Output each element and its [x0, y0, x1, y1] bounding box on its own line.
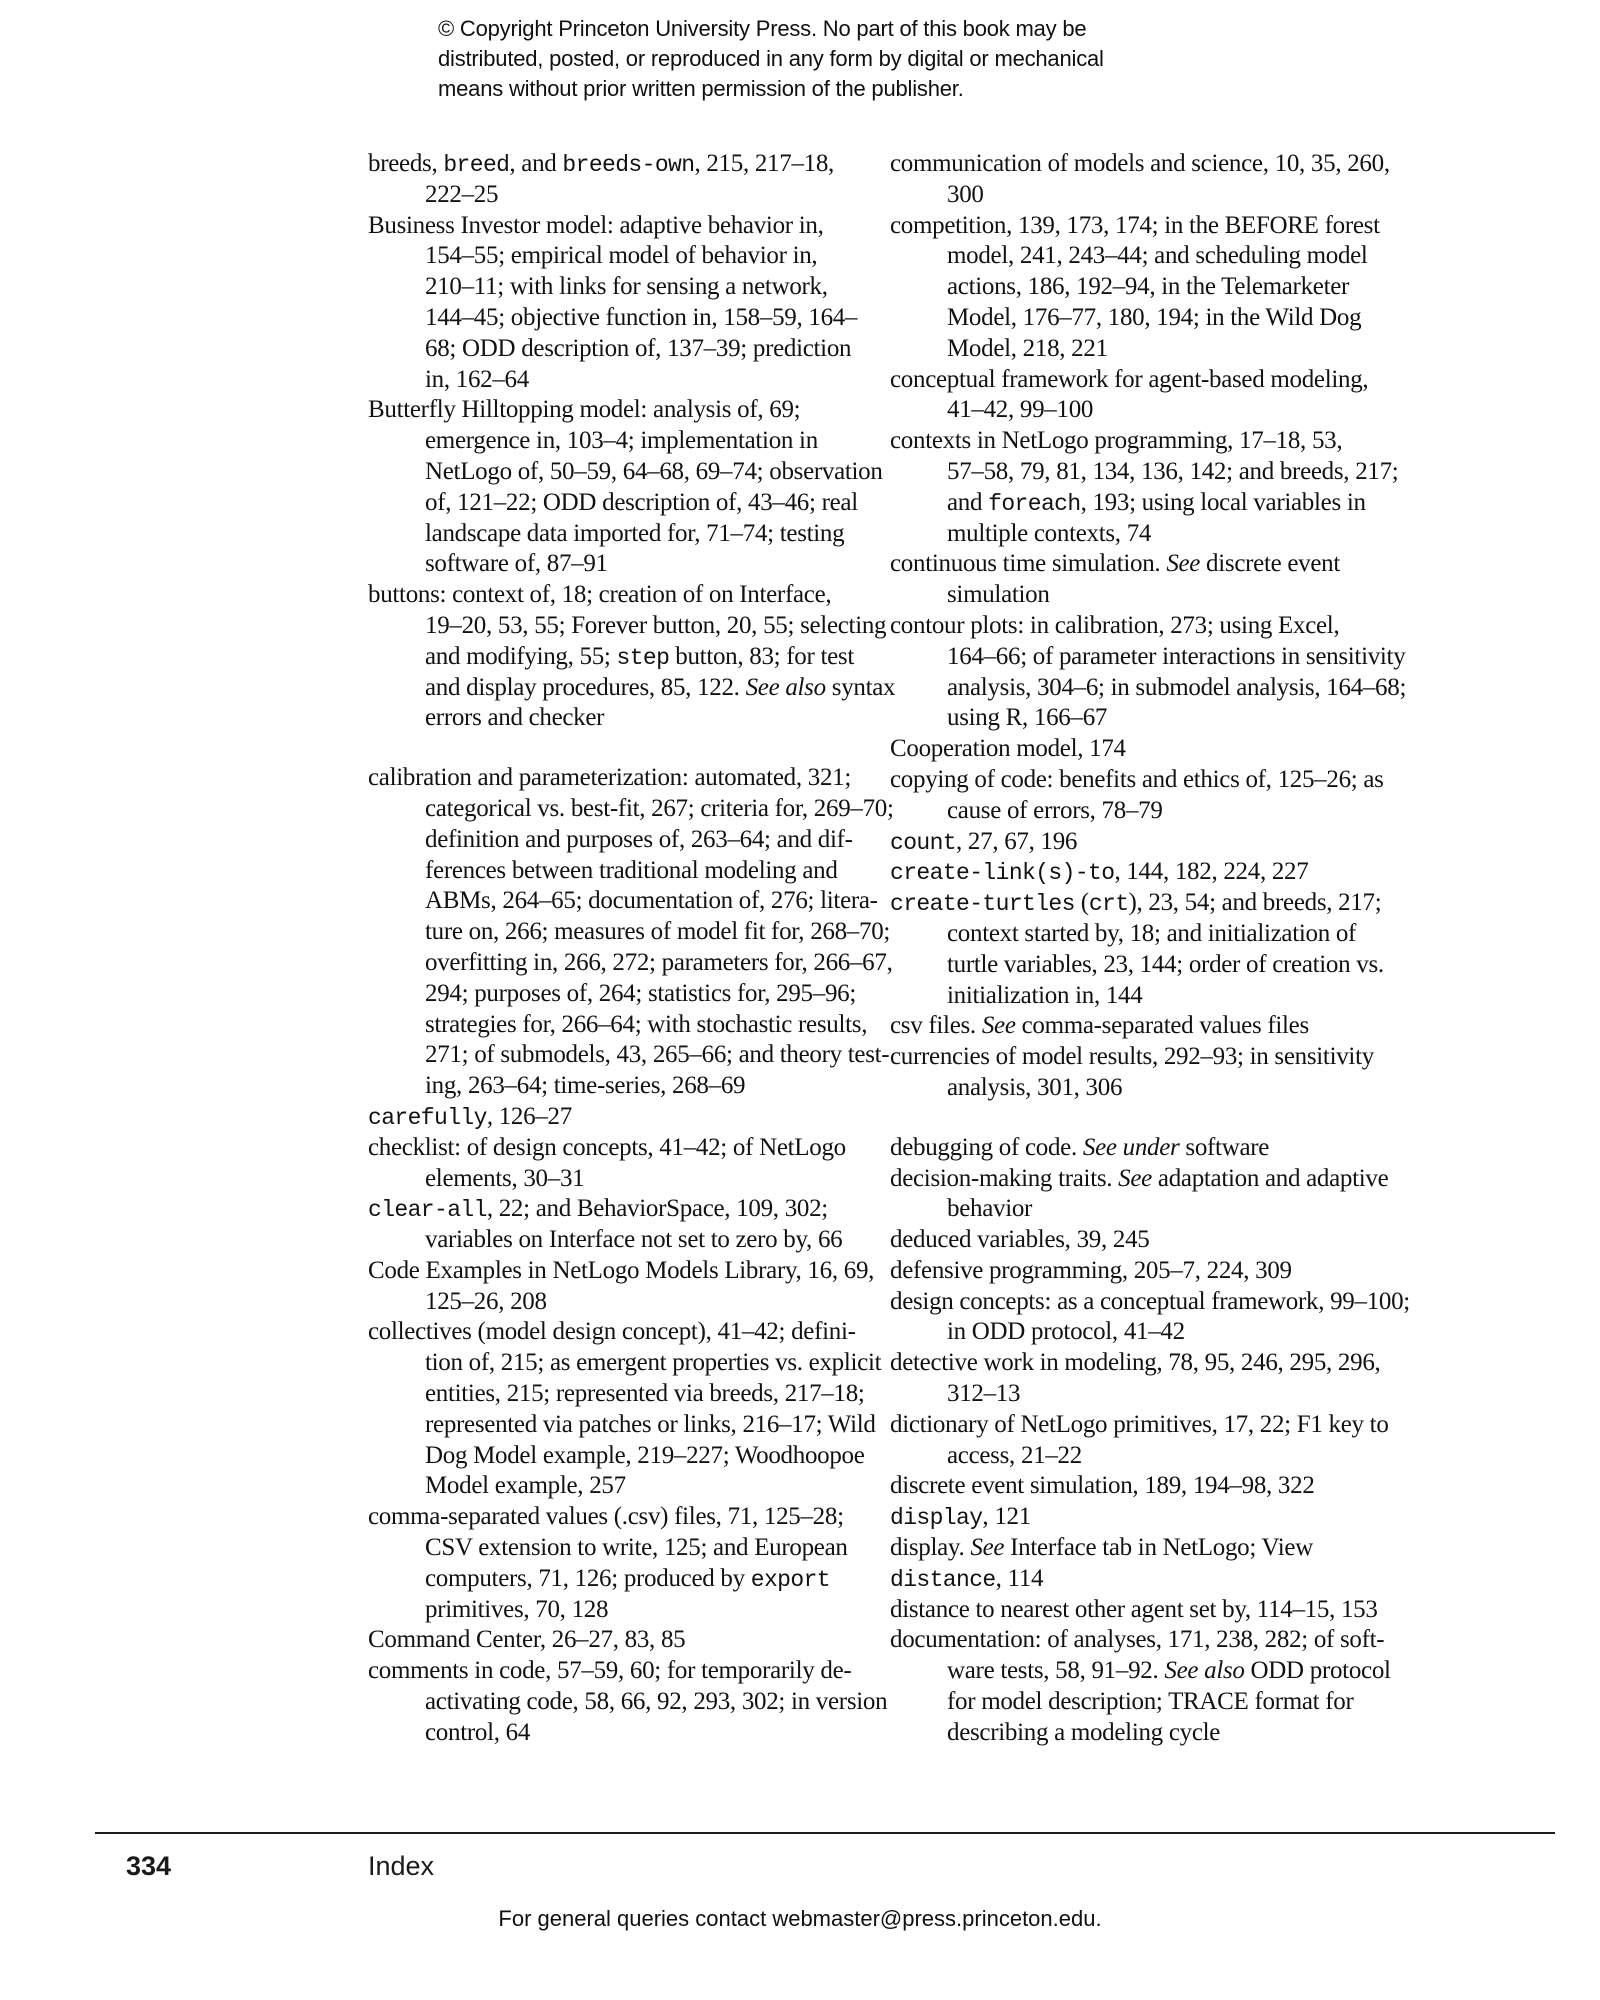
text-run: 222–25 [425, 180, 499, 208]
cross-reference: See [1118, 1164, 1152, 1192]
index-line-continuation [368, 673, 896, 704]
index-line-continuation [368, 886, 878, 917]
text-run: decision-making traits. [890, 1164, 1119, 1192]
index-entry-line [890, 549, 1370, 580]
text-run: ABMs, 264–65; documentation of, 276; litera- [425, 887, 878, 915]
index-line-continuation [368, 1718, 848, 1749]
index-line-continuation [890, 673, 1407, 704]
index-entry-line [368, 580, 848, 611]
copyright-line: distributed, posted, or reproduced in any form by digital or mechanical [438, 46, 1104, 71]
text-run: copying of code: benefits and ethics of, 125–26; as [890, 765, 1384, 793]
index-line-continuation [368, 1471, 848, 1502]
text-run: ture on, 266; measures of model fit for, 268–70; [425, 918, 891, 946]
contact-line: For general queries contact webmaster@press.princeton.edu. [498, 1906, 1102, 1931]
index-entry-line [890, 149, 1390, 180]
text-run: conceptual framework for agent-based modeling, [890, 365, 1369, 393]
index-line-continuation [890, 395, 1370, 426]
code-term: export [750, 1566, 830, 1593]
index-entry-line [890, 1595, 1378, 1626]
index-line-continuation [368, 1687, 888, 1718]
index-entry-line [890, 1502, 1370, 1533]
text-run: represented via patches or links, 216–17; Wild [425, 1410, 876, 1438]
index-entry-line [368, 1625, 848, 1656]
text-run: errors and checker [425, 704, 605, 732]
code-term: create-turtles [890, 891, 1075, 918]
text-run: Model, 218, 221 [947, 334, 1108, 362]
index-entry-line [368, 1656, 852, 1687]
index-line-continuation [368, 303, 858, 334]
section-gap [890, 1104, 1370, 1133]
text-run: of, 121–22; ODD description of, 43–46; real [425, 488, 858, 516]
index-line-continuation [890, 1656, 1391, 1687]
text-run: Business Investor model: adaptive behavior in, [368, 211, 824, 239]
index-line-continuation [368, 1010, 868, 1041]
code-term: clear-all [368, 1197, 487, 1224]
index-line-continuation [368, 180, 848, 211]
text-run: deduced variables, 39, 245 [890, 1226, 1150, 1254]
index-line-continuation [890, 1194, 1370, 1225]
copyright-line: © Copyright Princeton University Press. No part of this book may be [438, 16, 1087, 41]
index-line-continuation [890, 1379, 1370, 1410]
index-line-continuation [368, 1164, 848, 1195]
text-run: ODD protocol [1244, 1657, 1391, 1685]
text-run: contexts in NetLogo programming, 17–18, 53, [890, 427, 1343, 455]
text-run: , 126–27 [486, 1102, 572, 1130]
code-term: carefully [368, 1104, 487, 1131]
index-entry-line [890, 611, 1370, 642]
index-line-continuation [368, 642, 854, 673]
text-run: Model example, 257 [425, 1472, 626, 1500]
text-run: using R, 166–67 [947, 704, 1108, 732]
index-line-continuation [368, 856, 848, 887]
text-run: , 144, 182, 224, 227 [1114, 858, 1309, 886]
index-line-continuation [890, 981, 1370, 1012]
index-line-continuation [368, 426, 848, 457]
index-line-continuation [890, 950, 1384, 981]
index-line-continuation [368, 488, 858, 519]
text-run: in ODD protocol, 41–42 [947, 1318, 1185, 1346]
text-run: analysis, 301, 306 [947, 1073, 1123, 1101]
index-line-continuation [368, 794, 894, 825]
text-run: model, 241, 243–44; and scheduling model [947, 242, 1368, 270]
index-entry-line [890, 1471, 1370, 1502]
text-run: comments in code, 57–59, 60; for temporarily de- [368, 1657, 852, 1685]
index-entry-line [368, 1317, 856, 1348]
text-run: elements, 30–31 [425, 1164, 585, 1192]
text-run: 144–45; objective function in, 158–59, 164– [425, 303, 858, 331]
text-run: 271; of submodels, 43, 265–66; and theory test- [425, 1041, 890, 1069]
index-line-continuation [368, 1287, 848, 1318]
index-line-continuation [890, 457, 1399, 488]
text-run: calibration and parameterization: automated, 321; [368, 764, 852, 792]
index-line-continuation [890, 180, 1370, 211]
text-run: cause of errors, 78–79 [947, 796, 1163, 824]
text-run: variables on Interface not set to zero by, 66 [425, 1226, 843, 1254]
index-entry-line [890, 888, 1382, 919]
cross-reference: See [970, 1534, 1005, 1562]
index-line-continuation [368, 1225, 848, 1256]
index-entry-line [890, 734, 1370, 765]
text-run: control, 64 [425, 1718, 531, 1746]
text-run: landscape data imported for, 71–74; testing [425, 519, 845, 547]
text-run: adaptation and adaptive [1151, 1164, 1389, 1192]
index-line-continuation [368, 1441, 865, 1472]
text-run: 164–66; of parameter interactions in sensitivity [947, 642, 1406, 670]
text-run: ing, 263–64; time-series, 268–69 [425, 1072, 746, 1100]
index-line-continuation [890, 519, 1370, 550]
index-line-continuation [890, 796, 1370, 827]
text-run: Interface tab in NetLogo; View [1004, 1534, 1313, 1562]
text-run: context started by, 18; and initialization of [947, 919, 1357, 947]
text-run: initialization in, 144 [947, 981, 1143, 1009]
index-line-continuation [368, 365, 848, 396]
text-run: discrete event [1200, 550, 1340, 578]
index-line-continuation [368, 1533, 848, 1564]
text-run: software [1179, 1133, 1270, 1161]
index-line-continuation [368, 519, 848, 550]
text-run: distance to nearest other agent set by, 114–15, 153 [890, 1595, 1378, 1623]
text-run: continuous time simulation. [890, 550, 1167, 578]
text-run: Code Examples in NetLogo Models Library, 16, 69, [368, 1256, 875, 1284]
text-run: simulation [947, 581, 1050, 609]
code-term: breed [443, 152, 510, 178]
text-run: , 121 [982, 1503, 1031, 1531]
index-line-continuation [368, 1071, 848, 1102]
index-line-continuation [890, 272, 1370, 303]
text-run: documentation: of analyses, 171, 238, 282; of soft- [890, 1626, 1385, 1654]
index-line-continuation [890, 919, 1370, 950]
index-line-continuation [890, 488, 1370, 519]
text-run: strategies for, 266–64; with stochastic results, [425, 1010, 868, 1038]
text-run: ( [1074, 889, 1089, 917]
index-entry-line [890, 1533, 1370, 1564]
index-line-continuation [368, 272, 848, 303]
text-run: and display procedures, 85, 122. [425, 673, 746, 701]
text-run: entities, 215; represented via breeds, 217–18; [425, 1380, 865, 1408]
index-entry-line [890, 1133, 1370, 1164]
index-line-continuation [368, 334, 852, 365]
text-run: 154–55; empirical model of behavior in, [425, 242, 818, 270]
index-entry-line [890, 765, 1384, 796]
index-entry-line [890, 1256, 1370, 1287]
text-run: , 22; and BehaviorSpace, 109, 302; [486, 1195, 828, 1223]
index-entry-line [890, 365, 1370, 396]
index-entry-line [368, 1256, 875, 1287]
index-line-continuation [890, 1317, 1370, 1348]
text-run: , and [509, 150, 563, 177]
text-run: in, 162–64 [425, 365, 529, 393]
index-entry-line [890, 211, 1380, 242]
index-line-continuation [890, 303, 1370, 334]
copyright-notice [438, 14, 1104, 104]
index-line-continuation [368, 1595, 848, 1626]
text-run: , 215, 217–18, [694, 150, 835, 177]
text-run: , 193; using local variables in [1080, 488, 1366, 516]
text-run: primitives, 70, 128 [425, 1595, 609, 1623]
index-line-continuation [890, 241, 1370, 272]
text-run: 68; ODD description of, 137–39; prediction [425, 334, 852, 362]
code-term: distance [890, 1566, 996, 1593]
index-entry-line [890, 1348, 1381, 1379]
text-run: comma-separated values files [1015, 1012, 1309, 1040]
page-number: 334 [126, 1851, 172, 1881]
text-run: syntax [825, 673, 896, 701]
index-entry-line [890, 1164, 1389, 1195]
text-run: CSV extension to write, 125; and European [425, 1534, 848, 1562]
index-entry-line [368, 149, 848, 180]
text-run: debugging of code. [890, 1133, 1083, 1161]
index-line-continuation [368, 457, 883, 488]
text-run: access, 21–22 [947, 1441, 1082, 1469]
text-run: design concepts: as a conceptual framework, 99–100; [890, 1287, 1410, 1315]
index-line-continuation [890, 580, 1370, 611]
text-run: 312–13 [947, 1380, 1021, 1408]
text-run: 41–42, 99–100 [947, 396, 1094, 424]
index-entry-line [368, 1102, 848, 1133]
index-entry-line [368, 1502, 848, 1533]
footer-rule [95, 1832, 1555, 1834]
text-run: turtle variables, 23, 144; order of creation vs. [947, 950, 1384, 978]
text-run: Cooperation model, 174 [890, 735, 1126, 763]
index-line-continuation [368, 1040, 890, 1071]
text-run: buttons: context of, 18; creation of on Interface, [368, 581, 832, 609]
text-run: breeds, [368, 150, 444, 177]
text-run: competition, 139, 173, 174; in the BEFORE forest [890, 211, 1380, 239]
index-entry-line [368, 211, 848, 242]
index-entry-line [890, 426, 1370, 457]
text-run: multiple contexts, 74 [947, 519, 1152, 547]
copyright-line: means without prior written permission of the publisher. [438, 76, 964, 101]
index-entry-line [890, 1564, 1370, 1595]
cross-reference: See also [745, 673, 826, 701]
text-run: behavior [947, 1195, 1033, 1223]
text-run: tion of, 215; as emergent properties vs. explicit [425, 1349, 882, 1377]
code-term: count [890, 829, 957, 856]
index-line-continuation [368, 703, 848, 734]
text-run: , 114 [995, 1564, 1044, 1592]
index-entry-line [368, 395, 848, 426]
text-run: for model description; TRACE format for [947, 1688, 1354, 1716]
index-entry-line [890, 1625, 1385, 1656]
index-line-continuation [890, 1073, 1370, 1104]
text-run: Butterfly Hilltopping model: analysis of, 69; [368, 396, 801, 424]
index-entry-line [890, 827, 1370, 858]
index-line-continuation [890, 334, 1370, 365]
text-run: communication of models and science, 10, 35, 260, [890, 150, 1390, 177]
cross-reference: See [981, 1012, 1016, 1040]
text-run: csv files. [890, 1012, 982, 1040]
index-column-left [368, 149, 896, 1749]
text-run: ferences between traditional modeling and [425, 856, 838, 884]
text-run: 210–11; with links for sensing a network, [425, 273, 828, 301]
text-run: comma-separated values (.csv) files, 71, 125–28; [368, 1503, 844, 1531]
text-run: software of, 87–91 [425, 550, 608, 578]
code-term: create-link(s)-to [890, 860, 1115, 887]
text-run: and [947, 488, 989, 516]
text-run: discrete event simulation, 189, 194–98, 322 [890, 1472, 1315, 1500]
index-entry-line [368, 1194, 848, 1225]
text-run: and modifying, 55; [425, 642, 617, 670]
index-line-continuation [368, 979, 857, 1010]
text-run: Command Center, 26–27, 83, 85 [368, 1626, 686, 1654]
code-term: step [616, 644, 670, 671]
code-term: breeds-own [562, 152, 695, 178]
text-run: definition and purposes of, 263–64; and dif- [425, 825, 853, 853]
text-run: emergence in, 103–4; implementation in [425, 427, 818, 455]
cross-reference: See also [1164, 1657, 1245, 1685]
text-run: 57–58, 79, 81, 134, 136, 142; and breeds, 217; [947, 457, 1399, 485]
text-run: ), 23, 54; and breeds, 217; [1128, 889, 1382, 917]
text-run: contour plots: in calibration, 273; using Excel, [890, 611, 1340, 639]
index-entry-line [368, 763, 852, 794]
index-line-continuation [890, 1441, 1370, 1472]
index-entry-line [890, 857, 1370, 888]
running-head: Index [368, 1851, 435, 1881]
index-line-continuation [890, 1687, 1370, 1718]
index-entry-line [890, 1042, 1374, 1073]
index-line-continuation [368, 917, 891, 948]
text-run: computers, 71, 126; produced by [425, 1564, 751, 1592]
text-run: ware tests, 58, 91–92. [947, 1657, 1165, 1685]
cross-reference: See [1166, 550, 1201, 578]
text-run: actions, 186, 192–94, in the Telemarketer [947, 273, 1350, 301]
text-run: detective work in modeling, 78, 95, 246, 295, 296, [890, 1349, 1381, 1377]
index-line-continuation [890, 642, 1406, 673]
section-gap [368, 734, 848, 763]
text-run: , 27, 67, 196 [956, 827, 1078, 855]
index-entry-line [890, 1011, 1370, 1042]
text-run: display. [890, 1534, 971, 1562]
index-entry-line [368, 1133, 848, 1164]
index-line-continuation [368, 948, 893, 979]
text-run: 19–20, 53, 55; Forever button, 20, 55; selecting [425, 611, 887, 639]
code-term: crt [1088, 891, 1129, 918]
text-run: checklist: of design concepts, 41–42; of NetLogo [368, 1133, 846, 1161]
index-line-continuation [368, 1348, 882, 1379]
text-run: 300 [947, 180, 984, 208]
index-line-continuation [890, 1718, 1370, 1749]
cross-reference: See under [1082, 1133, 1180, 1161]
text-run: NetLogo of, 50–59, 64–68, 69–74; observation [425, 457, 883, 485]
text-run: Model, 176–77, 180, 194; in the Wild Dog [947, 303, 1362, 331]
index-line-continuation [368, 241, 848, 272]
index-line-continuation [890, 703, 1370, 734]
index-column-right [890, 149, 1410, 1749]
text-run: 294; purposes of, 264; statistics for, 295–96; [425, 979, 857, 1007]
text-run: currencies of model results, 292–93; in sensitivity [890, 1043, 1374, 1071]
index-entry-line [890, 1410, 1389, 1441]
text-run: describing a modeling cycle [947, 1718, 1221, 1746]
text-run: Dog Model example, 219–227; Woodhoopoe [425, 1441, 865, 1469]
code-term: display [890, 1505, 983, 1532]
index-entry-line [890, 1287, 1410, 1318]
index-entry-line [890, 1225, 1370, 1256]
text-run: dictionary of NetLogo primitives, 17, 22; F1 key to [890, 1410, 1389, 1438]
text-run: 125–26, 208 [425, 1287, 547, 1315]
index-line-continuation [368, 549, 848, 580]
index-line-continuation [368, 1410, 876, 1441]
index-line-continuation [368, 1564, 848, 1595]
text-run: categorical vs. best-fit, 267; criteria for, 269–70; [425, 794, 894, 822]
text-run: button, 83; for test [669, 642, 854, 670]
text-run: collectives (model design concept), 41–42; defini- [368, 1318, 856, 1346]
text-run: overfitting in, 266, 272; parameters for, 266–67, [425, 948, 893, 976]
index-line-continuation [368, 611, 887, 642]
code-term: foreach [988, 490, 1081, 517]
index-line-continuation [368, 1379, 865, 1410]
index-line-continuation [368, 825, 853, 856]
text-run: analysis, 304–6; in submodel analysis, 164–68; [947, 673, 1407, 701]
text-run: defensive programming, 205–7, 224, 309 [890, 1256, 1292, 1284]
text-run: activating code, 58, 66, 92, 293, 302; in version [425, 1688, 888, 1716]
